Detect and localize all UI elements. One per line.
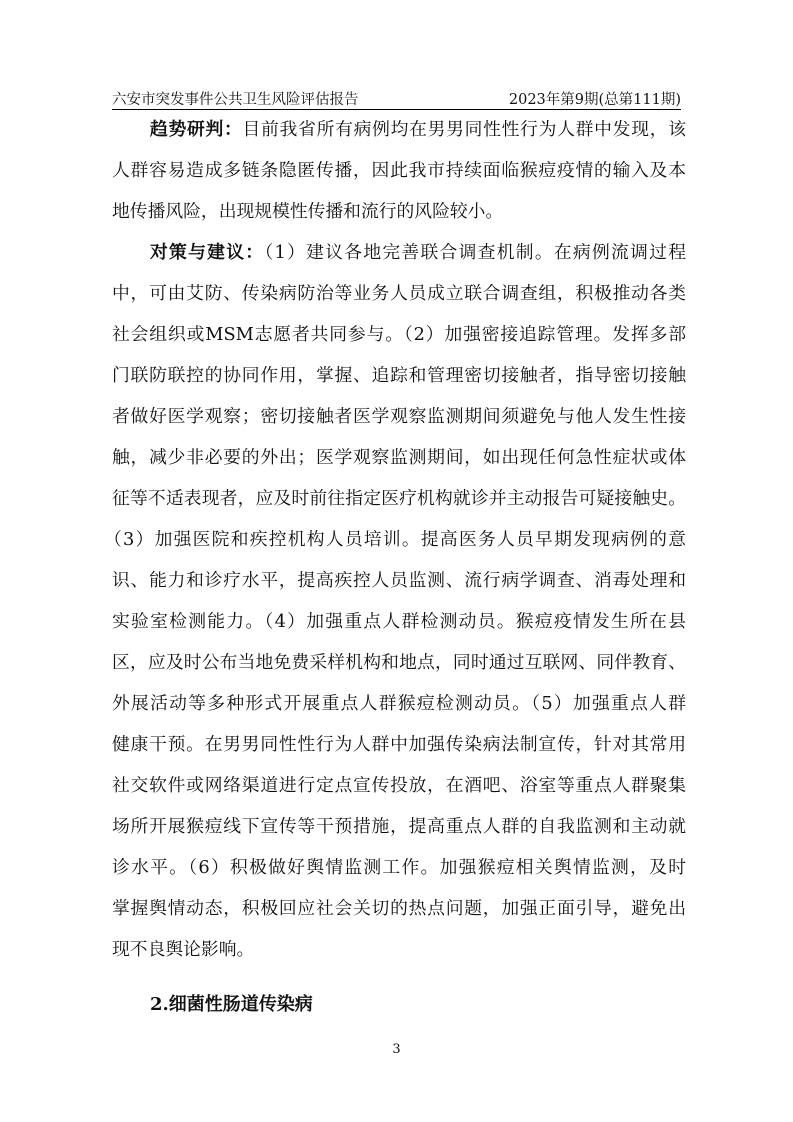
paragraph-label-trend: 趋势研判： <box>150 119 243 140</box>
paragraph-line: 识、能力和诊疗水平，提高疾控人员监测、流行病学调查、消毒处理和 <box>112 570 686 591</box>
paragraph-line: 区，应及时公布当地免费采样机构和地点，同时通过互联网、同伴教育、 <box>112 652 686 673</box>
paragraph-line: 地传播风险，出现规模性传播和流行的风险较小。 <box>112 201 504 222</box>
paragraph-line: 中，可由艾防、传染病防治等业务人员成立联合调查组，积极推动各类 <box>112 283 686 304</box>
paragraph-line: 现不良舆论影响。 <box>112 939 255 960</box>
paragraph-line: 外展活动等多种形式开展重点人群猴痘检测动员。（5）加强重点人群 <box>112 693 686 714</box>
paragraph-line <box>150 239 686 267</box>
paragraph-line: 人群容易造成多链条隐匿传播，因此我市持续面临猴痘疫情的输入及本 <box>112 160 686 181</box>
section-heading: 2.细菌性肠道传染病 <box>150 994 313 1015</box>
paragraph-line: 触，减少非必要的外出；医学观察监测期间，如出现任何急性症状或体 <box>112 447 686 468</box>
page-header <box>112 88 681 110</box>
paragraph-line: 场所开展猴痘线下宣传等干预措施，提高重点人群的自我监测和主动就 <box>112 816 686 837</box>
paragraph-label-advice: 对策与建议： <box>150 242 265 263</box>
paragraph-line: 诊水平。（6）积极做好舆情监测工作。加强猴痘相关舆情监测，及时 <box>112 857 686 878</box>
paragraph-line: 征等不适表现者，应及时前往指定医疗机构就诊并主动报告可疑接触史。 <box>112 488 686 509</box>
header-report-title: 六安市突发事件公共卫生风险评估报告 <box>112 92 359 108</box>
paragraph-line: 实验室检测能力。（4）加强重点人群检测动员。猴痘疫情发生所在县 <box>112 611 686 632</box>
paragraph-line: 者做好医学观察；密切接触者医学观察监测期间须避免与他人发生性接 <box>112 406 686 427</box>
paragraph-line: 门联防联控的协同作用，掌握、追踪和管理密切接触者，指导密切接触 <box>112 365 686 386</box>
paragraph-line: 社交软件或网络渠道进行定点宣传投放，在酒吧、浴室等重点人群聚集 <box>112 775 686 796</box>
paragraph-line: （3）加强医院和疾控机构人员培训。提高医务人员早期发现病例的意 <box>104 529 686 550</box>
paragraph-line: 社会组织或MSM志愿者共同参与。（2）加强密接追踪管理。发挥多部 <box>112 324 686 345</box>
paragraph-line: 掌握舆情动态，积极回应社会关切的热点问题，加强正面引导，避免出 <box>112 898 686 919</box>
paragraph-line: 健康干预。在男男同性性行为人群中加强传染病法制宣传，针对其常用 <box>112 734 686 755</box>
page-number: 3 <box>392 1042 401 1057</box>
header-rule <box>112 109 681 110</box>
header-issue-number: 2023年第9期(总第111期) <box>508 92 681 108</box>
paragraph-text: 目前我省所有病例均在男男同性性行为人群中发现，该 <box>242 119 686 140</box>
paragraph-line <box>150 116 686 144</box>
paragraph-text: （1）建议各地完善联合调查机制。在病例流调过程 <box>264 242 686 263</box>
